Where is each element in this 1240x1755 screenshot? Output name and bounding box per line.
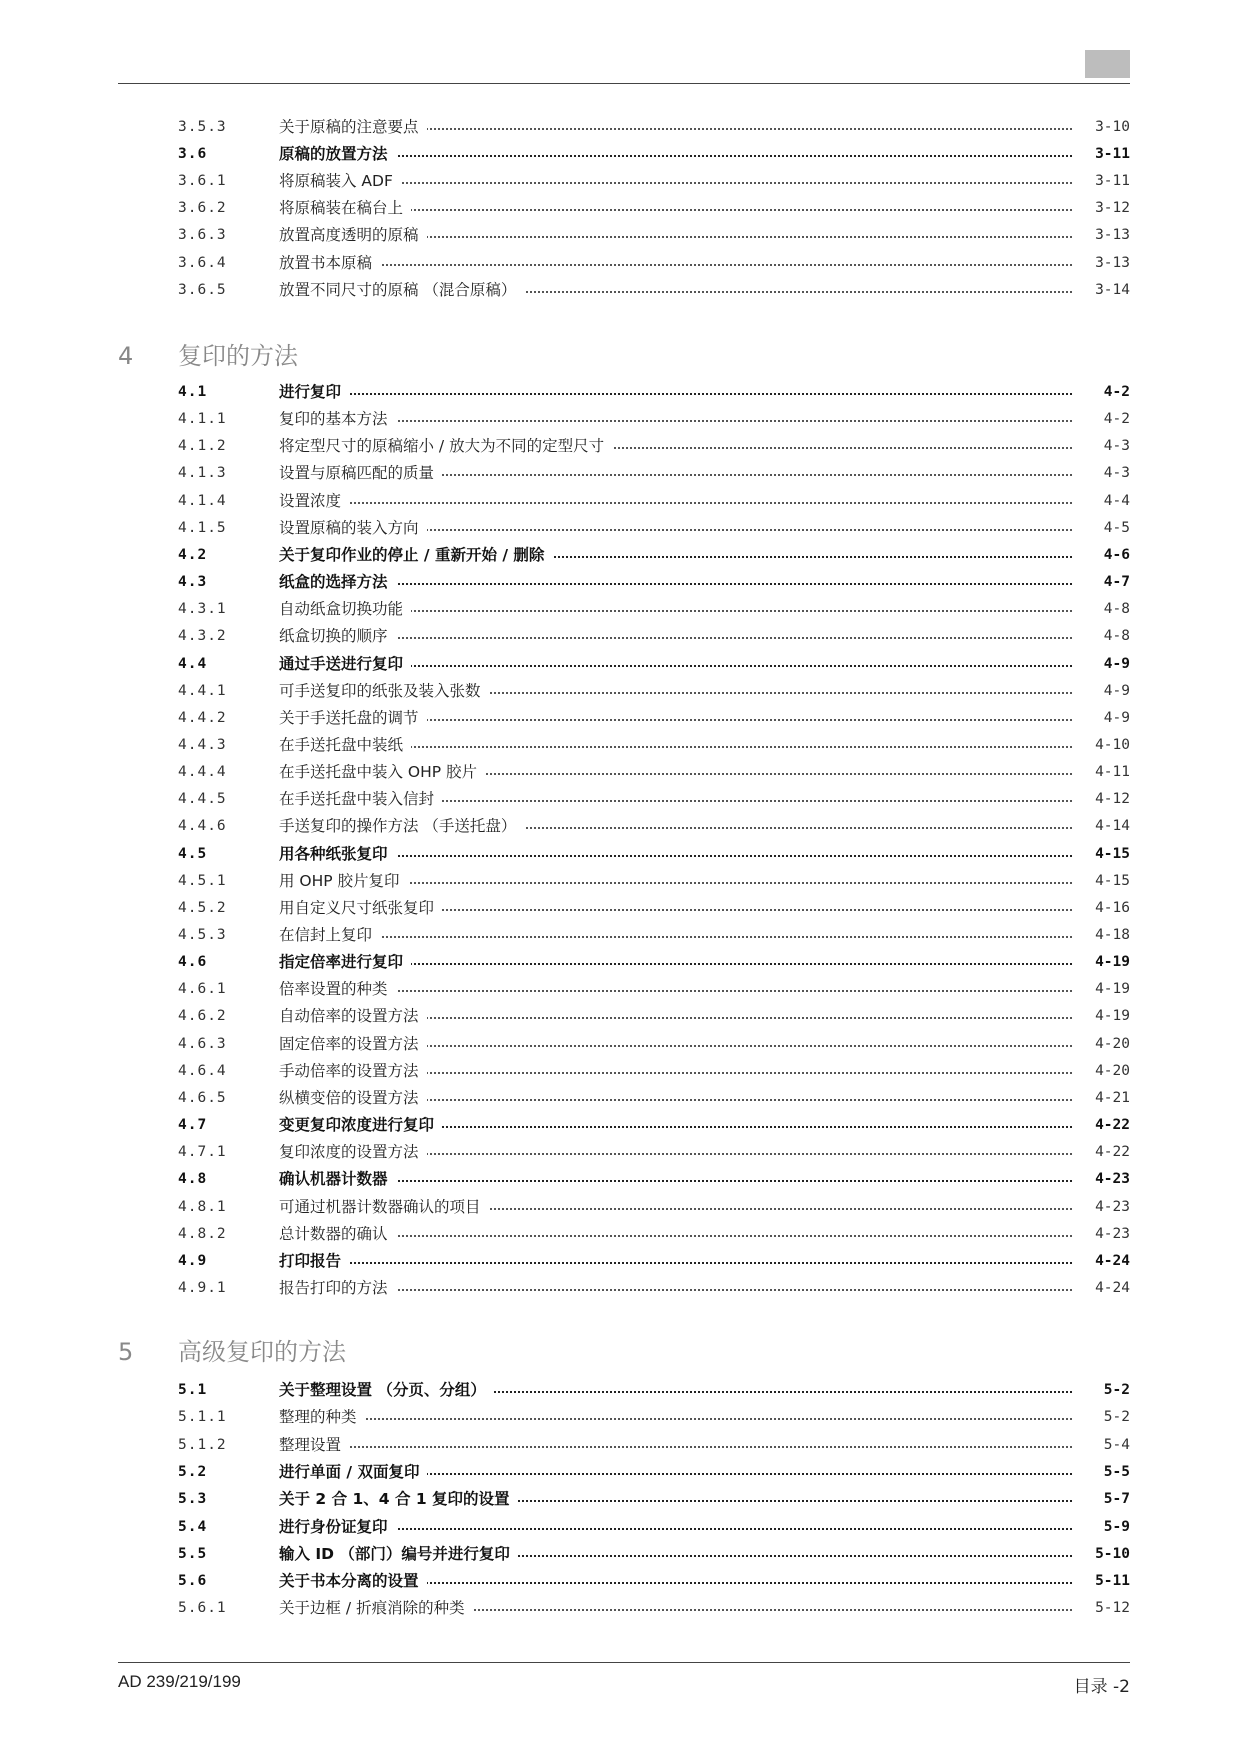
toc-entry-page: 4-3 xyxy=(1098,462,1130,484)
toc-entry-page: 3-10 xyxy=(1089,116,1130,138)
toc-entry-page: 4-5 xyxy=(1098,517,1130,539)
toc-entry-page: 4-8 xyxy=(1098,598,1130,620)
toc-entry[interactable] xyxy=(178,788,1130,810)
toc-entry-title: 固定倍率的设置方法 xyxy=(279,1033,427,1055)
toc-entry-number: 3.6.1 xyxy=(178,173,227,190)
toc-entry-number: 3.6.3 xyxy=(178,227,227,244)
toc-entry[interactable] xyxy=(178,680,1130,702)
toc-entry[interactable] xyxy=(178,815,1130,837)
toc-entry-page: 4-11 xyxy=(1089,761,1130,783)
toc-leader-dots xyxy=(279,855,1072,857)
toc-entry[interactable] xyxy=(178,1141,1130,1163)
chapter-4-heading xyxy=(118,338,298,374)
toc-entry-number: 4.1.3 xyxy=(178,465,227,482)
toc-entry[interactable] xyxy=(178,653,1130,675)
toc-entry-number: 4.2 xyxy=(178,546,208,563)
toc-entry[interactable] xyxy=(178,170,1130,192)
toc-entry-title: 纸盒的选择方法 xyxy=(279,571,396,593)
toc-entry-title: 复印浓度的设置方法 xyxy=(279,1141,427,1163)
toc-entry-title: 设置与原稿匹配的质量 xyxy=(279,462,442,484)
toc-entry-page: 3-13 xyxy=(1089,224,1130,246)
toc-entry-page: 3-12 xyxy=(1089,197,1130,219)
toc-entry-title: 将原稿装入 ADF xyxy=(279,170,401,192)
toc-entry-page: 4-6 xyxy=(1098,544,1130,566)
toc-leader-dots xyxy=(279,393,1072,395)
toc-entry-number: 4.1.5 xyxy=(178,519,227,536)
toc-entry-page: 4-7 xyxy=(1098,571,1130,593)
toc-leader-dots xyxy=(279,1235,1072,1237)
toc-entry-title: 在手送托盘中装入 OHP 胶片 xyxy=(279,761,485,783)
toc-entry[interactable] xyxy=(178,897,1130,919)
toc-entry-title: 整理设置 xyxy=(279,1434,349,1456)
toc-entry-page: 4-15 xyxy=(1089,843,1130,865)
toc-entry-page: 5-7 xyxy=(1098,1488,1130,1510)
footer-page-label: 目录 -2 xyxy=(1073,1677,1130,1697)
toc-entry-number: 4.6.4 xyxy=(178,1062,227,1079)
toc-entry-number: 4.6.3 xyxy=(178,1035,227,1052)
toc-entry-title: 报告打印的方法 xyxy=(279,1277,396,1299)
toc-entry-title: 进行单面 / 双面复印 xyxy=(279,1461,427,1483)
toc-entry[interactable] xyxy=(178,1597,1130,1619)
toc-entry-number: 4.8 xyxy=(178,1171,208,1188)
toc-entry-number: 4.4 xyxy=(178,655,208,672)
toc-entry-page: 5-9 xyxy=(1098,1516,1130,1538)
bottom-rule xyxy=(118,1662,1130,1663)
toc-entry-number: 4.3.2 xyxy=(178,628,227,645)
toc-entry-number: 4.7.1 xyxy=(178,1144,227,1161)
toc-entry[interactable] xyxy=(178,252,1130,274)
toc-entry-number: 4.8.2 xyxy=(178,1225,227,1242)
toc-entry-page: 4-19 xyxy=(1089,1005,1130,1027)
toc-entry-title: 手动倍率的设置方法 xyxy=(279,1060,427,1082)
toc-entry[interactable] xyxy=(178,1250,1130,1272)
toc-entry-title: 用各种纸张复印 xyxy=(279,843,396,865)
toc-entry-page: 5-12 xyxy=(1089,1597,1130,1619)
toc-entry-page: 4-8 xyxy=(1098,625,1130,647)
toc-entry-page: 3-13 xyxy=(1089,252,1130,274)
toc-entry-page: 3-11 xyxy=(1089,170,1130,192)
toc-entry-page: 4-10 xyxy=(1089,734,1130,756)
toc-entry[interactable] xyxy=(178,571,1130,593)
toc-entry[interactable] xyxy=(178,870,1130,892)
toc-entry-title: 将定型尺寸的原稿缩小 / 放大为不同的定型尺寸 xyxy=(279,435,612,457)
toc-entry[interactable] xyxy=(178,1379,1130,1401)
toc-entry-page: 3-14 xyxy=(1089,279,1130,301)
toc-entry-number: 3.6.4 xyxy=(178,254,227,271)
toc-entry-number: 4.4.6 xyxy=(178,818,227,835)
toc-entry-page: 4-23 xyxy=(1089,1196,1130,1218)
toc-entry-page: 4-24 xyxy=(1089,1250,1130,1272)
toc-entry-title: 放置不同尺寸的原稿 （混合原稿） xyxy=(279,279,524,301)
toc-entry[interactable] xyxy=(178,143,1130,165)
toc-entry-page: 5-4 xyxy=(1098,1434,1130,1456)
toc-entry[interactable] xyxy=(178,598,1130,620)
toc-entry-title: 打印报告 xyxy=(279,1250,349,1272)
toc-entry-title: 纵横变倍的设置方法 xyxy=(279,1087,427,1109)
toc-entry[interactable] xyxy=(178,197,1130,219)
toc-entry-number: 4.6 xyxy=(178,954,208,971)
toc-entry[interactable] xyxy=(178,625,1130,647)
toc-entry[interactable] xyxy=(178,924,1130,946)
toc-entry-title: 用自定义尺寸纸张复印 xyxy=(279,897,442,919)
toc-entry-number: 4.6.1 xyxy=(178,981,227,998)
toc-entry-number: 4.5 xyxy=(178,845,208,862)
toc-entry[interactable] xyxy=(178,1543,1130,1565)
toc-entry-title: 关于整理设置 （分页、分组） xyxy=(279,1379,494,1401)
toc-entry-page: 4-2 xyxy=(1098,381,1130,403)
toc-entry-number: 4.1.1 xyxy=(178,411,227,428)
toc-entry-page: 4-3 xyxy=(1098,435,1130,457)
toc-entry-title: 复印的基本方法 xyxy=(279,408,396,430)
toc-entry-page: 5-2 xyxy=(1098,1406,1130,1428)
toc-entry-page: 4-19 xyxy=(1089,951,1130,973)
chapter-5-number: 5 xyxy=(118,1338,134,1366)
toc-entry-number: 5.2 xyxy=(178,1463,208,1480)
toc-entry-number: 4.1.4 xyxy=(178,492,227,509)
toc-entry-number: 5.1 xyxy=(178,1382,208,1398)
toc-entry[interactable] xyxy=(178,1114,1130,1136)
toc-entry[interactable] xyxy=(178,1570,1130,1592)
chapter-4-title: 复印的方法 xyxy=(178,342,298,370)
toc-entry-number: 4.6.5 xyxy=(178,1089,227,1106)
toc-entry[interactable] xyxy=(178,1087,1130,1109)
toc-entry-page: 4-21 xyxy=(1089,1087,1130,1109)
toc-entry-page: 4-20 xyxy=(1089,1060,1130,1082)
toc-entry-title: 进行身份证复印 xyxy=(279,1516,396,1538)
toc-entry-page: 4-20 xyxy=(1089,1033,1130,1055)
toc-entry-number: 5.3 xyxy=(178,1491,208,1508)
toc-entry-page: 4-19 xyxy=(1089,978,1130,1000)
toc-entry-title: 关于书本分离的设置 xyxy=(279,1570,427,1592)
toc-entry-number: 4.1.2 xyxy=(178,438,227,455)
toc-entry-number: 3.6.2 xyxy=(178,200,227,217)
toc-entry-title: 可手送复印的纸张及装入张数 xyxy=(279,680,489,702)
toc-entry[interactable] xyxy=(178,1168,1130,1190)
toc-entry-title: 可通过机器计数器确认的项目 xyxy=(279,1196,489,1218)
toc-entry[interactable] xyxy=(178,224,1130,246)
toc-entry-title: 关于复印作业的停止 / 重新开始 / 删除 xyxy=(279,544,552,566)
toc-leader-dots xyxy=(279,502,1072,504)
toc-leader-dots xyxy=(279,1446,1072,1448)
toc-leader-dots xyxy=(279,583,1072,585)
toc-entry-title: 关于原稿的注意要点 xyxy=(279,116,427,138)
toc-entry-title: 用 OHP 胶片复印 xyxy=(279,870,408,892)
chapter-5-title: 高级复印的方法 xyxy=(178,1338,346,1366)
toc-leader-dots xyxy=(279,637,1072,639)
toc-entry-title: 原稿的放置方法 xyxy=(279,143,396,165)
toc-entry[interactable] xyxy=(178,490,1130,512)
toc-entry-page: 3-11 xyxy=(1089,143,1130,165)
toc-entry-number: 4.4.3 xyxy=(178,736,227,753)
toc-entry[interactable] xyxy=(178,1406,1130,1428)
toc-entry[interactable] xyxy=(178,435,1130,457)
toc-entry-page: 4-24 xyxy=(1089,1277,1130,1299)
toc-leader-dots xyxy=(279,1418,1072,1420)
toc-entry[interactable] xyxy=(178,1223,1130,1245)
toc-entry-title: 整理的种类 xyxy=(279,1406,365,1428)
toc-entry-title: 设置原稿的装入方向 xyxy=(279,517,427,539)
corner-tab xyxy=(1085,50,1130,78)
toc-entry[interactable] xyxy=(178,1461,1130,1483)
toc-entry-page: 4-14 xyxy=(1089,815,1130,837)
toc-entry-title: 关于手送托盘的调节 xyxy=(279,707,427,729)
toc-entry-title: 设置浓度 xyxy=(279,490,349,512)
toc-entry-page: 4-15 xyxy=(1089,870,1130,892)
toc-entry-number: 5.1.2 xyxy=(178,1436,227,1453)
toc-entry[interactable] xyxy=(178,761,1130,783)
toc-entry-number: 4.1 xyxy=(178,384,208,400)
toc-entry-number: 4.6.2 xyxy=(178,1008,227,1025)
toc-entry-number: 4.4.5 xyxy=(178,791,227,808)
toc-entry-title: 关于边框 / 折痕消除的种类 xyxy=(279,1597,473,1619)
toc-leader-dots xyxy=(279,264,1072,266)
toc-entry-title: 放置高度透明的原稿 xyxy=(279,224,427,246)
toc-entry-number: 4.3 xyxy=(178,574,208,591)
toc-entry-number: 4.3.1 xyxy=(178,601,227,618)
toc-leader-dots xyxy=(279,1289,1072,1291)
toc-entry-number: 5.1.1 xyxy=(178,1409,227,1426)
toc-entry-number: 4.8.1 xyxy=(178,1198,227,1215)
chapter-4-number: 4 xyxy=(118,342,134,370)
toc-entry-number: 4.4.2 xyxy=(178,709,227,726)
toc-entry-number: 4.7 xyxy=(178,1117,208,1134)
toc-entry[interactable] xyxy=(178,1488,1130,1510)
toc-entry-title: 变更复印浓度进行复印 xyxy=(279,1114,442,1136)
toc-entry-title: 将原稿装在稿台上 xyxy=(279,197,411,219)
toc-entry-title: 关于 2 合 1、4 合 1 复印的设置 xyxy=(279,1488,518,1510)
toc-entry-number: 5.4 xyxy=(178,1518,208,1535)
toc-entry-title: 手送复印的操作方法 （手送托盘） xyxy=(279,815,524,837)
toc-entry-number: 3.5.3 xyxy=(178,119,227,135)
toc-leader-dots xyxy=(279,155,1072,157)
toc-entry-page: 4-12 xyxy=(1089,788,1130,810)
toc-entry-title: 自动倍率的设置方法 xyxy=(279,1005,427,1027)
toc-entry-number: 5.6 xyxy=(178,1573,208,1590)
toc-entry-page: 5-11 xyxy=(1089,1570,1130,1592)
toc-entry-title: 倍率设置的种类 xyxy=(279,978,396,1000)
toc-entry-title: 在手送托盘中装入信封 xyxy=(279,788,442,810)
toc-entry[interactable] xyxy=(178,279,1130,301)
toc-entry-number: 4.4.1 xyxy=(178,682,227,699)
toc-entry-title: 通过手送进行复印 xyxy=(279,653,411,675)
toc-entry-number: 3.6 xyxy=(178,146,208,163)
toc-entry-page: 4-16 xyxy=(1089,897,1130,919)
toc-entry-page: 4-9 xyxy=(1098,653,1130,675)
toc-entry-number: 3.6.5 xyxy=(178,281,227,298)
toc-entry[interactable] xyxy=(178,978,1130,1000)
toc-entry-number: 5.6.1 xyxy=(178,1600,227,1617)
toc-entry[interactable] xyxy=(178,517,1130,539)
toc-entry[interactable] xyxy=(178,951,1130,973)
toc-entry[interactable] xyxy=(178,1060,1130,1082)
top-rule xyxy=(118,83,1130,84)
toc-entry-title: 纸盒切换的顺序 xyxy=(279,625,396,647)
toc-entry-page: 4-2 xyxy=(1098,408,1130,430)
toc-entry-page: 4-23 xyxy=(1089,1168,1130,1190)
toc-entry[interactable] xyxy=(178,707,1130,729)
toc-leader-dots xyxy=(279,1180,1072,1182)
toc-entry[interactable] xyxy=(178,734,1130,756)
toc-entry[interactable] xyxy=(178,1434,1130,1456)
toc-entry[interactable] xyxy=(178,116,1130,138)
toc-entry[interactable] xyxy=(178,462,1130,484)
toc-entry-title: 进行复印 xyxy=(279,381,349,403)
toc-entry[interactable] xyxy=(178,544,1130,566)
toc-leader-dots xyxy=(279,936,1072,938)
toc-entry-number: 4.4.4 xyxy=(178,764,227,781)
toc-leader-dots xyxy=(279,1528,1072,1530)
toc-entry-page: 4-18 xyxy=(1089,924,1130,946)
toc-entry-title: 指定倍率进行复印 xyxy=(279,951,411,973)
toc-entry-number: 4.5.1 xyxy=(178,872,227,889)
toc-entry-title: 自动纸盒切换功能 xyxy=(279,598,411,620)
toc-entry-page: 4-22 xyxy=(1089,1141,1130,1163)
toc-entry-page: 5-10 xyxy=(1089,1543,1130,1565)
toc-entry-title: 在手送托盘中装纸 xyxy=(279,734,411,756)
toc-entry-number: 4.9.1 xyxy=(178,1279,227,1296)
toc-leader-dots xyxy=(279,420,1072,422)
toc-entry-number: 5.5 xyxy=(178,1545,208,1562)
toc-entry[interactable] xyxy=(178,381,1130,403)
chapter-5-heading xyxy=(118,1334,346,1370)
toc-entry-title: 总计数器的确认 xyxy=(279,1223,396,1245)
toc-leader-dots xyxy=(279,990,1072,992)
toc-entry[interactable] xyxy=(178,1033,1130,1055)
toc-entry-page: 4-9 xyxy=(1098,680,1130,702)
toc-entry-title: 输入 ID （部门）编号并进行复印 xyxy=(279,1543,518,1565)
toc-entry-number: 4.5.3 xyxy=(178,927,227,943)
toc-entry[interactable] xyxy=(178,1277,1130,1299)
toc-entry-page: 4-9 xyxy=(1098,707,1130,729)
toc-entry-title: 确认机器计数器 xyxy=(279,1168,396,1190)
toc-entry[interactable] xyxy=(178,1196,1130,1218)
toc-entry-title: 在信封上复印 xyxy=(279,924,380,946)
toc-leader-dots xyxy=(279,1262,1072,1264)
toc-entry[interactable] xyxy=(178,1005,1130,1027)
toc-entry[interactable] xyxy=(178,1516,1130,1538)
toc-entry-page: 5-5 xyxy=(1098,1461,1130,1483)
toc-entry-title: 放置书本原稿 xyxy=(279,252,380,274)
toc-entry[interactable] xyxy=(178,843,1130,865)
footer-model: AD 239/219/199 xyxy=(118,1672,241,1691)
toc-entry[interactable] xyxy=(178,408,1130,430)
toc-entry-page: 4-22 xyxy=(1089,1114,1130,1136)
toc-entry-page: 4-4 xyxy=(1098,490,1130,512)
toc-entry-number: 4.5.2 xyxy=(178,899,227,916)
toc-entry-page: 5-2 xyxy=(1098,1379,1130,1401)
toc-entry-number: 4.9 xyxy=(178,1252,208,1269)
toc-entry-page: 4-23 xyxy=(1089,1223,1130,1245)
